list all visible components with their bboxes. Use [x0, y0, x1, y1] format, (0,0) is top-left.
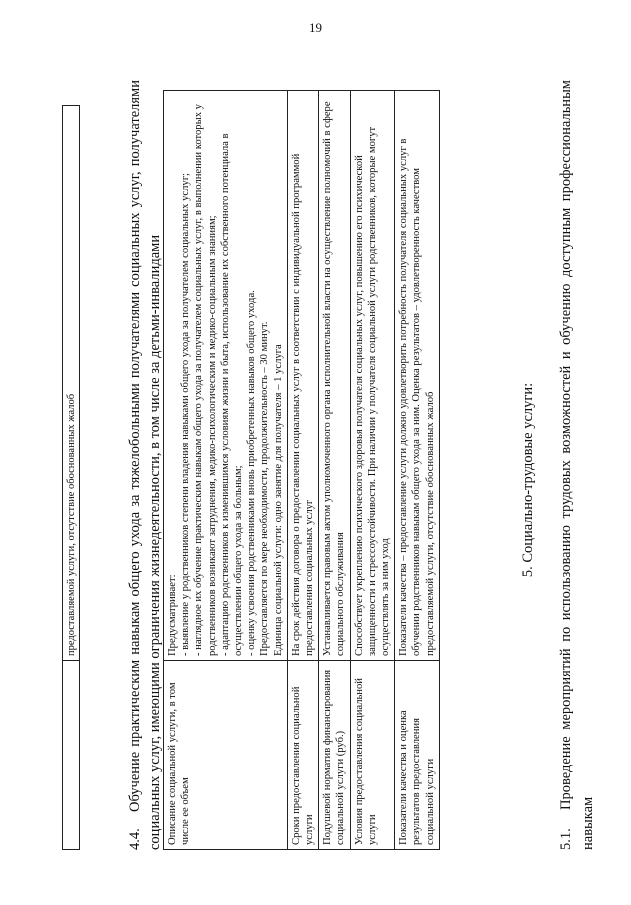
description-intro: Предусматривает: — [167, 574, 178, 656]
section-number: 4.4. — [127, 828, 143, 850]
list-item: - адаптацию родственников к изменившимся условиям жизни и быта, использование их собственного потенциала в осуществлении общего ухода за больным; — [219, 133, 245, 656]
description-list — [179, 95, 258, 656]
row-value: Способствует укреплению психического здоровья получателя социальных услуг, повышению его психической защищенности и стрессоустойчивости. При наличии у получателя социальной услуги родственников, которые могут осуществлять за ним уход — [350, 91, 395, 661]
list-item: - наглядное их обучение практическим навыкам общего ухода за получателем социальных услуг, в выполнении которых у родственников возникают затруднения, медико-психологическим и медико-социальным знаниям; — [193, 104, 218, 656]
table-cell: предоставляемой услуги, отсутствие обоснованных жалоб — [63, 106, 80, 661]
table-cell — [63, 661, 80, 850]
table-row — [164, 91, 288, 850]
item-number: 5.1. — [558, 828, 574, 850]
section-heading — [125, 80, 165, 850]
table-row — [350, 91, 395, 850]
list-item: - оценку усвоения родственниками вновь приобретенных навыков общего ухода. — [246, 290, 258, 656]
table-row — [63, 106, 80, 850]
item-text: Проведение мероприятий по использованию трудовых возможностей и обучению доступным профессиональным навыкам — [558, 80, 596, 850]
service-table — [163, 90, 440, 850]
row-value: На срок действия договора о предоставлении социальных услуг в соответствии с индивидуальной программой предоставления социальных услуг — [287, 91, 318, 661]
row-label: Показатели качества и оценка результатов предоставления социальной услуги — [395, 661, 440, 850]
row-value: Устанавливается правовым актом уполномоченного органа исполнительной власти на осуществление полномочий в сфере социального обслуживания — [319, 91, 350, 661]
row-value — [164, 91, 288, 661]
page-number: 19 — [309, 20, 322, 35]
row-label: Сроки предоставления социальной услуги — [287, 661, 318, 850]
table-row — [319, 91, 350, 850]
table-row — [395, 91, 440, 850]
row-label: Подушевой норматив финансирования социальной услуги (руб.) — [319, 661, 350, 850]
row-label: Описание социальной услуги, в том числе ее объем — [164, 661, 288, 850]
unit-note: Единица социальной услуги: одно занятие для получателя – 1 услуга — [272, 344, 284, 656]
item-5-1 — [555, 80, 599, 850]
row-value: Показатели качества – предоставление услуги должно удовлетворить потребность получателя социальных услуг в обучении родственников навыкам общего ухода за ним. Оценка результатов – удовлетворенность качеством предоставляемой услуги, отсутствие обоснованных жалоб — [395, 91, 440, 661]
section-5-heading: 5. Социально-трудовые услуги: — [520, 382, 536, 578]
row-label: Условия предоставления социальной услуги — [350, 661, 395, 850]
section-title: Обучение практическим навыкам общего ухода за тяжелобольными получателями социальных услуг, получателями социальных услуг, имеющими ограничения жизнедеятельности, в том числе за детьми-инвалидами — [127, 80, 163, 850]
rotated-page-content — [0, 60, 631, 860]
previous-table-end — [62, 105, 80, 850]
list-item: - выявление у родственников степени владения навыками общего ухода за получателем социальных услуг; — [180, 173, 192, 656]
table-row — [287, 91, 318, 850]
duration-note: Предоставляется по мере необходимости, продолжительность – 30 минут. — [259, 321, 271, 656]
